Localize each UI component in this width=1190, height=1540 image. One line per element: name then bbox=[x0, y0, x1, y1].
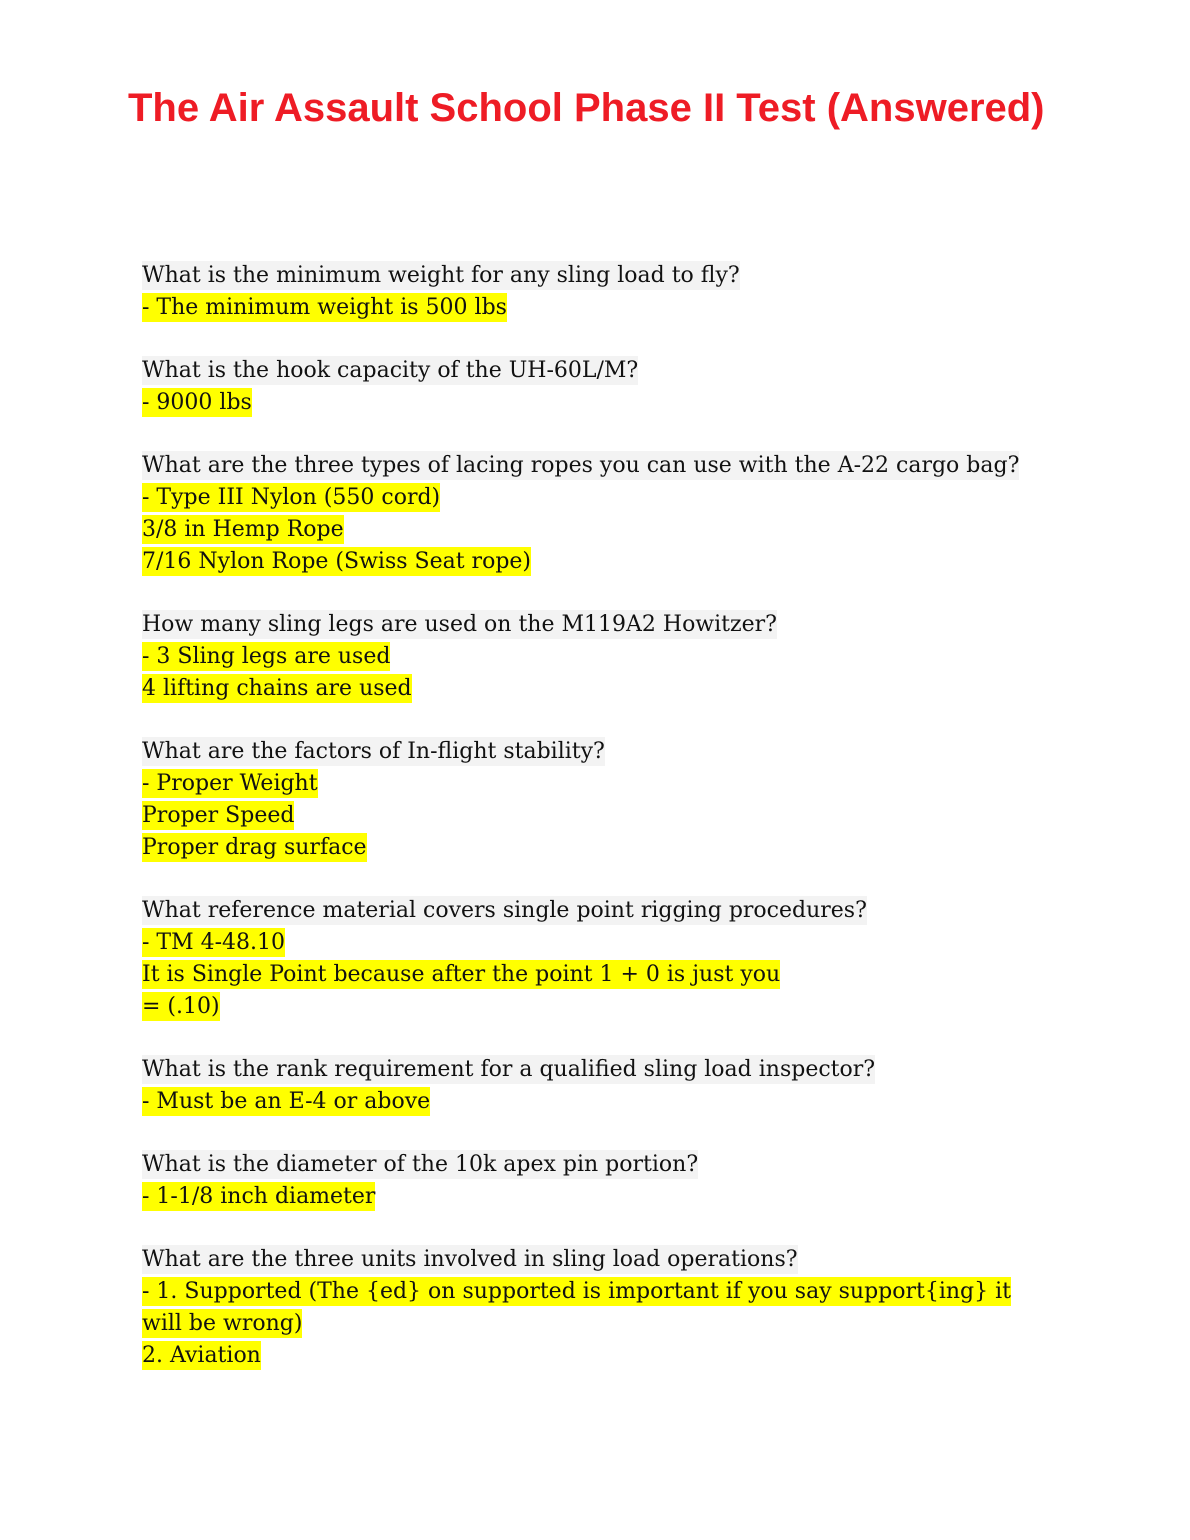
answer-line: will be wrong) bbox=[142, 1311, 303, 1336]
answer-line: Proper drag surface bbox=[142, 835, 367, 860]
question-text: What is the diameter of the 10k apex pin portion? bbox=[142, 1152, 699, 1177]
answer-line: - Must be an E-4 or above bbox=[142, 1089, 431, 1114]
qa-list bbox=[142, 260, 1142, 1372]
answer-line: Proper Speed bbox=[142, 803, 295, 828]
answer-line: - 1. Supported (The {ed} on supported is important if you say support{ing} it bbox=[142, 1279, 1012, 1304]
question-text: What is the minimum weight for any sling load to fly? bbox=[142, 263, 740, 288]
qa-item bbox=[142, 895, 1142, 1023]
answer-line: - 1-1/8 inch diameter bbox=[142, 1184, 376, 1209]
question-text: What are the three units involved in sling load operations? bbox=[142, 1247, 798, 1272]
qa-item bbox=[142, 736, 1142, 864]
answer-line: - 3 Sling legs are used bbox=[142, 644, 391, 669]
answer-line: = (.10) bbox=[142, 994, 220, 1019]
qa-item bbox=[142, 260, 1142, 324]
question-text: How many sling legs are used on the M119A2 Howitzer? bbox=[142, 612, 777, 637]
qa-item bbox=[142, 1054, 1142, 1118]
question-text: What are the three types of lacing ropes you can use with the A-22 cargo bag? bbox=[142, 453, 1020, 478]
answer-line: 4 lifting chains are used bbox=[142, 676, 412, 701]
answer-line: 2. Aviation bbox=[142, 1343, 261, 1368]
qa-item bbox=[142, 1149, 1142, 1213]
document-title: The Air Assault School Phase II Test (Answered) bbox=[128, 86, 1045, 130]
answer-line: - The minimum weight is 500 lbs bbox=[142, 295, 507, 320]
answer-line: - Proper Weight bbox=[142, 771, 318, 796]
answer-line: - 9000 lbs bbox=[142, 390, 252, 415]
question-text: What reference material covers single point rigging procedures? bbox=[142, 898, 867, 923]
answer-line: - TM 4-48.10 bbox=[142, 930, 286, 955]
qa-item bbox=[142, 450, 1142, 578]
answer-line: - Type III Nylon (550 cord) bbox=[142, 485, 441, 510]
qa-item bbox=[142, 609, 1142, 705]
qa-item bbox=[142, 1244, 1142, 1372]
qa-item bbox=[142, 355, 1142, 419]
question-text: What is the hook capacity of the UH-60L/M? bbox=[142, 358, 639, 383]
answer-line: 7/16 Nylon Rope (Swiss Seat rope) bbox=[142, 549, 532, 574]
answer-line: 3/8 in Hemp Rope bbox=[142, 517, 344, 542]
question-text: What is the rank requirement for a qualified sling load inspector? bbox=[142, 1057, 876, 1082]
answer-line: It is Single Point because after the point 1 + 0 is just you bbox=[142, 962, 781, 987]
question-text: What are the factors of In-flight stability? bbox=[142, 739, 605, 764]
